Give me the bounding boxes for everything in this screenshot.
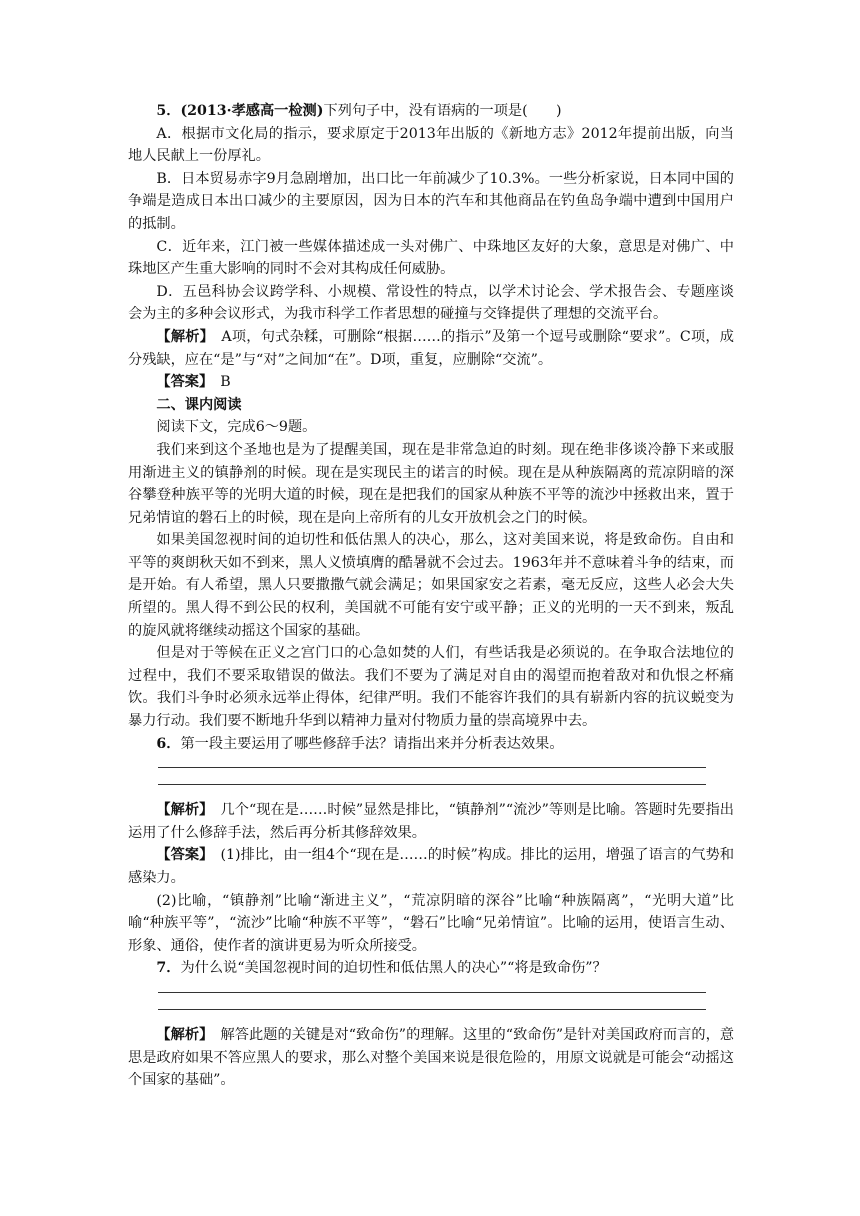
option-a: A．根据市文化局的指示，要求原定于2013年出版的《新地方志》2012年提前出版，向当地人民献上一份厚礼。 [128, 125, 734, 165]
q5-answer: 【答案】 B [156, 374, 231, 391]
passage-paragraph-2: 如果美国忽视时间的迫切性和低估黑人的决心，那么，这对美国来说，将是致命伤。自由和平等的爽朗秋天如不到来，黑人义愤填膺的酷暑就不会过去。1963年并不意味着斗争的结束，而是开始。有人希望，黑人只要撒撒气就会满足；如果国家安之若素，毫无反应，这些人必会大失所望的。黑人得不到公民的权利，美国就不可能有安宁或平静；正义的光明的一天不到来，叛乱的旋风就将继续动摇这个国家的基础。 [128, 532, 734, 639]
passage-paragraph-1: 我们来到这个圣地也是为了提醒美国，现在是非常急迫的时刻。现在绝非侈谈冷静下来或服用渐进主义的镇静剂的时候。现在是实现民主的诺言的时候。现在是从种族隔离的荒凉阴暗的深谷攀登种族平等的光明大道的时候，现在是把我们的国家从种族不平等的流沙中拯救出来，置于兄弟情谊的磐石上的时候，现在是向上帝所有的儿女开放机会之门的时候。 [128, 441, 734, 526]
question-6-stem: 6．第一段主要运用了哪些修辞手法？请指出来并分析表达效果。 [156, 735, 564, 752]
q7-analysis: 【解析】 解答此题的关键是对“致命伤”的理解。这里的“致命伤”是针对美国政府而言的，意思是政府如果不答应黑人的要求，那么对整个美国来说是很危险的，用原文说就是可能会“动摇这个国家的基础”。 [128, 1026, 735, 1089]
q6-answer-2: (2)比喻，“镇静剂”比喻“渐进主义”，“荒凉阴暗的深谷”比喻“种族隔离”，“光明大道”比喻“种族平等”，“流沙”比喻“种族不平等”，“磐石”比喻“兄弟情谊”。比喻的运用，使语言生动、形象、通俗，使作者的演讲更易为听众所接受。 [128, 892, 734, 954]
option-d: D．五邑科协会议跨学科、小规模、常设性的特点，以学术讨论会、学术报告会、专题座谈会为主的多种会议形式，为我市科学工作者思想的碰撞与交锋提供了理想的交流平台。 [128, 283, 734, 323]
q5-analysis: 【解析】 A项，句式杂糅，可删除“根据……的指示”及第一个逗号或删除“要求”。C项，成分残缺，应在“是”与“对”之间加“在”。D项，重复，应删除“交流”。 [128, 328, 734, 368]
q6-analysis: 【解析】 几个“现在是……时候”显然是排比，“镇静剂”“流沙”等则是比喻。答题时先要指出运用了什么修辞手法，然后再分析其修辞效果。 [128, 802, 734, 841]
question-7-stem: 7．为什么说“美国忽视时间的迫切性和低估黑人的决心”“将是致命伤”？ [156, 960, 607, 977]
section-title: 二、课内阅读 [156, 396, 242, 413]
option-c: C．近年来，江门被一些媒体描述成一头对佛广、中珠地区友好的大象，意思是对佛广、中珠地区产生重大影响的同时不会对其构成任何威胁。 [128, 238, 734, 278]
option-b: B．日本贸易赤字9月急剧增加，出口比一年前减少了10.3%。一些分析家说，日本同中国的争端是造成日本出口减少的主要原因，因为日本的汽车和其他商品在钓鱼岛争端中遭到中国用户的抵制。 [128, 170, 734, 232]
q6-answer-1: 【答案】 (1)排比，由一组4个“现在是……的时候”构成。排比的运用，增强了语言的气势和感染力。 [128, 847, 735, 886]
document-page [128, 100, 734, 1092]
passage-paragraph-3: 但是对于等候在正义之宫门口的心急如焚的人们，有些话我是必须说的。在争取合法地位的过程中，我们不要采取错误的做法。我们不要为了满足对自由的渴望而抱着敌对和仇恨之杯痛饮。我们斗争时必须永远举止得体，纪律严明。我们不能容许我们的具有崭新内容的抗议蜕变为暴力行动。我们要不断地升华到以精神力量对付物质力量的崇高境界中去。 [128, 645, 734, 730]
question-5-stem: 5．(2013·孝感高一检测)下列句子中，没有语病的一项是( ) [156, 103, 562, 119]
reading-intro: 阅读下文，完成6～9题。 [156, 419, 317, 436]
